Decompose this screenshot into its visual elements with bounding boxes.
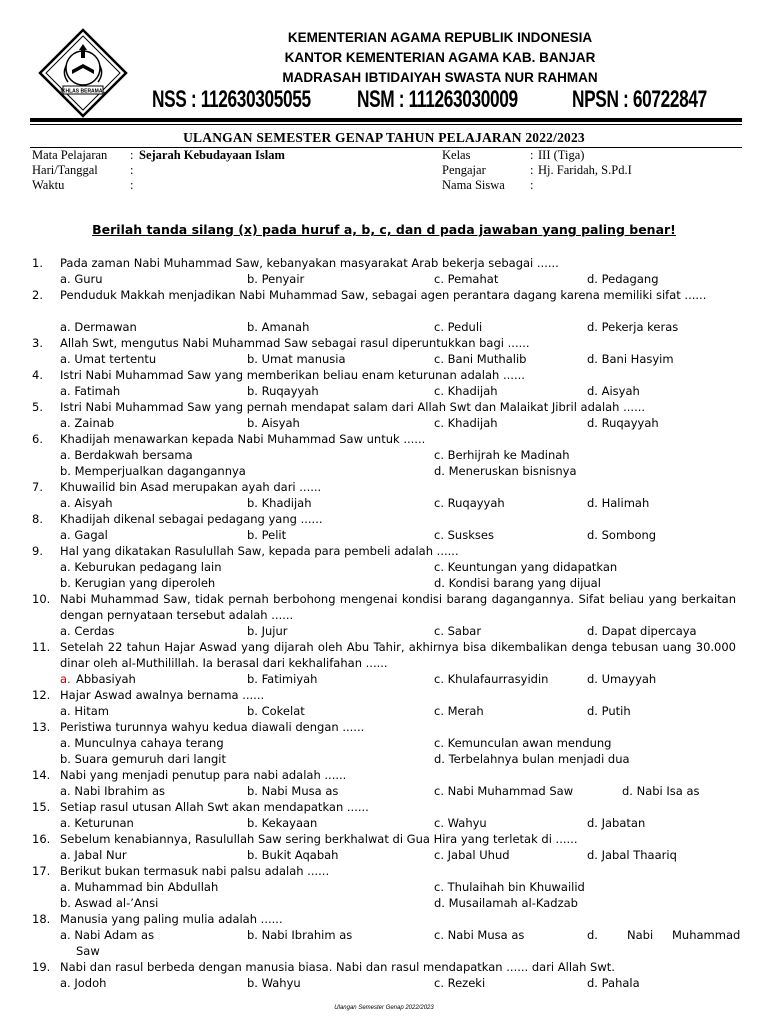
option-b[interactable]: b. Aswad al-’Ansi (60, 896, 159, 910)
option-b[interactable]: b. Amanah (247, 320, 310, 334)
nss-number: NSS : 112630305055 (152, 86, 311, 113)
date-label: Hari/Tanggal (32, 163, 98, 177)
option-b[interactable]: b. Jujur (247, 624, 288, 638)
question-number: 17. (32, 864, 51, 878)
option-a[interactable]: a. Muhammad bin Abdullah (60, 880, 219, 894)
header-line-school: MADRASAH IBTIDAIYAH SWASTA NUR RAHMAN (282, 70, 598, 85)
question-number: 10. (32, 592, 51, 606)
option-c[interactable]: c. Ruqayyah (434, 496, 505, 510)
option-d-word1[interactable]: Nabi (627, 928, 654, 942)
question-number: 11. (32, 640, 51, 654)
option-d[interactable]: d. Halimah (587, 496, 650, 510)
header-rule-thin (30, 124, 742, 125)
subject-value: Sejarah Kebudayaan Islam (139, 148, 285, 162)
option-c[interactable]: c. Nabi Muhammad Saw (434, 784, 574, 798)
question-text: Nabi yang menjadi penutup para nabi adalah ...... (60, 768, 347, 782)
option-b[interactable]: b. Nabi Ibrahim as (247, 928, 353, 942)
option-d[interactable]: d. (587, 928, 598, 942)
colon: : (530, 148, 534, 162)
option-b[interactable]: b. Wahyu (247, 976, 301, 990)
question-number: 5. (32, 400, 43, 414)
option-b[interactable]: b. Ruqayyah (247, 384, 319, 398)
header-line-ministry: KEMENTERIAN AGAMA REPUBLIK INDONESIA (287, 30, 593, 45)
option-a[interactable]: a. Nabi Adam as (60, 928, 155, 942)
option-a[interactable]: a. Nabi Ibrahim as (60, 784, 166, 798)
option-b[interactable]: b. Bukit Aqabah (247, 848, 339, 862)
question-text: Khadijah menawarkan kepada Nabi Muhammad Saw untuk ...... (60, 432, 426, 446)
option-c[interactable]: c. Khadijah (434, 416, 498, 430)
question-number: 7. (32, 480, 43, 494)
question-text: Setelah 22 tahun Hajar Aswad yang dijarah oleh Abu Tahir, akhirnya bisa dikembalikan denga tebusan uang 30.000 dinar oleh al-Muthilillah. Ia berasal dari kekhalifahan ...... (60, 640, 736, 670)
option-d-word2[interactable]: Muhammad (672, 928, 741, 942)
option-a[interactable]: a. Umat tertentu (60, 352, 157, 366)
option-d-wrap[interactable]: Saw (76, 944, 100, 958)
letterhead (0, 0, 768, 126)
option-d[interactable]: d. Musailamah al-Kadzab (434, 896, 578, 910)
nsm-number: NSM : 111263030009 (357, 86, 518, 113)
option-c[interactable]: c. Sabar (434, 624, 482, 638)
option-b[interactable]: b. Cokelat (247, 704, 305, 718)
question-number: 4. (32, 368, 43, 382)
option-a[interactable]: a. Dermawan (60, 320, 137, 334)
colon: : (130, 178, 134, 192)
option-c[interactable]: c. Khadijah (434, 384, 498, 398)
option-d[interactable]: d. Bani Hasyim (587, 352, 674, 366)
logo-motto: IKHLAS BERAMAL (60, 88, 106, 95)
info-left (32, 148, 432, 196)
class-value: III (Tiga) (538, 148, 585, 162)
question-text: Nabi dan rasul berbeda dengan manusia biasa. Nabi dan rasul mendapatkan ...... dari Allah Swt. (60, 960, 615, 974)
option-d[interactable]: d. Pahala (587, 976, 640, 990)
option-c[interactable]: c. Rezeki (434, 976, 486, 990)
option-a[interactable]: a. Hitam (60, 704, 109, 718)
option-d[interactable]: d. Umayyah (587, 672, 657, 686)
student-name-label: Nama Siswa (442, 178, 505, 192)
class-label: Kelas (442, 148, 471, 162)
colon: : (530, 178, 534, 192)
option-c[interactable]: c. Wahyu (434, 816, 487, 830)
option-d[interactable]: d. Putih (587, 704, 631, 718)
option-a[interactable]: a. Fatimah (60, 384, 121, 398)
question-number: 8. (32, 512, 43, 526)
question-number: 15. (32, 800, 51, 814)
option-c[interactable]: c. Khulafaurrasyidin (434, 672, 549, 686)
option-b[interactable]: b. Penyair (247, 272, 305, 286)
question-number: 3. (32, 336, 43, 350)
question-number: 12. (32, 688, 51, 702)
option-c[interactable]: c. Keuntungan yang didapatkan (434, 560, 618, 574)
option-a[interactable]: a. Gagal (60, 528, 108, 542)
option-c[interactable]: c. Jabal Uhud (434, 848, 510, 862)
option-a[interactable]: a. Keburukan pedagang lain (60, 560, 222, 574)
option-c[interactable]: c. Thulaihah bin Khuwailid (434, 880, 585, 894)
exam-title: ULANGAN SEMESTER GENAP TAHUN PELAJARAN 2022/2023 (183, 130, 585, 145)
question-text: Setiap rasul utusan Allah Swt akan mendapatkan ...... (60, 800, 369, 814)
question-number: 14. (32, 768, 51, 782)
header-rule-thick (30, 118, 742, 122)
header-line-office: KANTOR KEMENTERIAN AGAMA KAB. BANJAR (284, 50, 596, 65)
option-b[interactable]: b. Kerugian yang diperoleh (60, 576, 216, 590)
option-d[interactable]: d. Terbelahnya bulan menjadi dua (434, 752, 630, 766)
colon: : (530, 163, 534, 177)
option-c[interactable]: c. Berhijrah ke Madinah (434, 448, 570, 462)
question-text: Hal yang dikatakan Rasulullah Saw, kepada para pembeli adalah ...... (60, 544, 459, 558)
option-d[interactable]: d. Nabi Isa as (622, 784, 700, 798)
question-number: 16. (32, 832, 51, 846)
question-number: 9. (32, 544, 43, 558)
teacher-value: Hj. Faridah, S.Pd.I (538, 163, 632, 177)
question-text: Istri Nabi Muhammad Saw yang memberikan beliau enam keturunan adalah ...... (60, 368, 525, 382)
question-text: Penduduk Makkah menjadikan Nabi Muhammad Saw, sebagai agen perantara dagang karena memiliki sifat ...... (60, 288, 707, 302)
option-c[interactable]: c. Merah (434, 704, 484, 718)
option-a[interactable]: a. Guru (60, 272, 103, 286)
question-number: 6. (32, 432, 43, 446)
option-a[interactable]: Abbasiyah (76, 672, 136, 686)
question-number: 19. (32, 960, 51, 974)
question-text: Allah Swt, mengutus Nabi Muhammad Saw sebagai rasul diperuntukkan bagi ...... (60, 336, 530, 350)
option-d[interactable]: d. Dapat dipercaya (587, 624, 697, 638)
option-a[interactable]: a. Jodoh (60, 976, 107, 990)
option-c[interactable]: c. Bani Muthalib (434, 352, 527, 366)
npsn-number: NPSN : 60722847 (572, 86, 707, 113)
option-b[interactable]: b. Umat manusia (247, 352, 346, 366)
question-number: 18. (32, 912, 51, 926)
option-b[interactable]: b. Fatimiyah (247, 672, 318, 686)
time-label: Waktu (32, 178, 65, 192)
option-c[interactable]: c. Suskses (434, 528, 494, 542)
option-a[interactable]: a. Jabal Nur (60, 848, 127, 862)
option-b[interactable]: b. Kekayaan (247, 816, 318, 830)
teacher-label: Pengajar (442, 163, 486, 177)
question-text: Khadijah dikenal sebagai pedagang yang ...... (60, 512, 323, 526)
question-text: Pada zaman Nabi Muhammad Saw, kebanyakan masyarakat Arab bekerja sebagai ...... (60, 256, 559, 270)
instruction: Berilah tanda silang (x) pada huruf a, b, c, dan d pada jawaban yang paling benar! (92, 222, 676, 237)
question-text: Hajar Aswad awalnya bernama ...... (60, 688, 265, 702)
question-text: Khuwailid bin Asad merupakan ayah dari ...... (60, 480, 322, 494)
option-d[interactable]: d. Aisyah (587, 384, 640, 398)
colon: : (130, 148, 134, 162)
option-d[interactable]: d. Pekerja keras (587, 320, 679, 334)
option-a[interactable]: a. Zainab (60, 416, 115, 430)
info-right (442, 148, 742, 196)
school-identifiers (150, 86, 710, 118)
option-d[interactable]: d. Jabal Thaariq (587, 848, 677, 862)
option-c[interactable]: c. Nabi Musa as (434, 928, 525, 942)
question-number: 13. (32, 720, 51, 734)
question-text: Istri Nabi Muhammad Saw yang pernah mendapat salam dari Allah Swt dan Malaikat Jibril adalah ...... (60, 400, 646, 414)
subject-label: Mata Pelajaran (32, 148, 108, 162)
option-a[interactable]: a. Aisyah (60, 496, 113, 510)
institution-lines (140, 28, 740, 88)
option-b[interactable]: b. Memperjualkan dagangannya (60, 464, 246, 478)
option-d[interactable]: d. Ruqayyah (587, 416, 659, 430)
option-c[interactable]: c. Kemunculan awan mendung (434, 736, 612, 750)
option-d[interactable]: d. Meneruskan bisnisnya (434, 464, 577, 478)
option-a[interactable]: a. Keturunan (60, 816, 134, 830)
option-b[interactable]: b. Aisyah (247, 416, 300, 430)
option-a[interactable]: a. Munculnya cahaya terang (60, 736, 224, 750)
kemenag-logo-icon (38, 28, 128, 118)
question-text: Berikut bukan termasuk nabi palsu adalah ...... (60, 864, 330, 878)
option-c[interactable]: c. Peduli (434, 320, 483, 334)
option-d[interactable]: d. Pedagang (587, 272, 659, 286)
option-b[interactable]: b. Suara gemuruh dari langit (60, 752, 226, 766)
option-b[interactable]: b. Nabi Musa as (247, 784, 339, 798)
option-d[interactable]: d. Kondisi barang yang dijual (434, 576, 601, 590)
option-a[interactable]: a. Berdakwah bersama (60, 448, 193, 462)
option-b[interactable]: b. Pelit (247, 528, 287, 542)
option-a-marker[interactable]: a. (60, 672, 71, 686)
option-d[interactable]: d. Jabatan (587, 816, 646, 830)
option-d[interactable]: d. Sombong (587, 528, 657, 542)
option-b[interactable]: b. Khadijah (247, 496, 312, 510)
question-text: Peristiwa turunnya wahyu kedua diawali dengan ...... (60, 720, 365, 734)
question-text: Sebelum kenabiannya, Rasulullah Saw sering berkhalwat di Gua Hira yang terletak di ...... (60, 832, 578, 846)
question-text: Nabi Muhammad Saw, tidak pernah berbohong mengenai kondisi barang dagangannya. Sifat beliau yang berkaitan dengan pernyataan tersebut adalah ...... (60, 592, 736, 622)
option-c[interactable]: c. Pemahat (434, 272, 499, 286)
colon: : (130, 163, 134, 177)
question-number: 1. (32, 256, 43, 270)
page-footer: Ulangan Semester Genap 2022/2023 (334, 1005, 434, 1011)
question-number: 2. (32, 288, 43, 302)
question-text: Manusia yang paling mulia adalah ...... (60, 912, 283, 926)
option-a[interactable]: a. Cerdas (60, 624, 115, 638)
